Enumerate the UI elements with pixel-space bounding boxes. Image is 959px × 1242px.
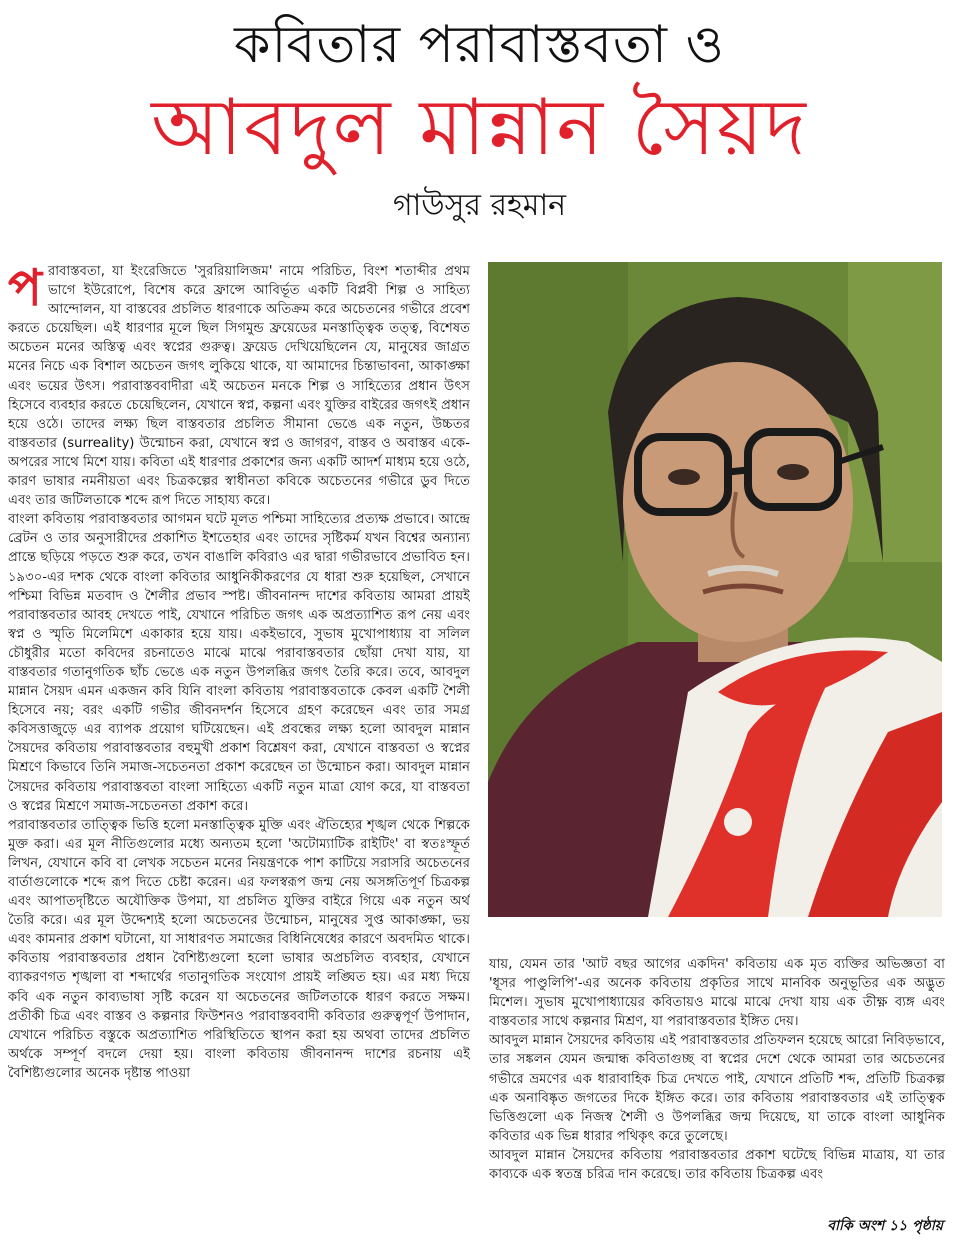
portrait-illustration: [488, 262, 942, 917]
drop-cap: প: [8, 262, 42, 317]
article-paragraph: আবদুল মান্নান সৈয়দের কবিতায় এই পরাবাস্তবতার প্রতিফলন হয়েছে আরো নিবিড়ভাবে, তার সঙ্কলন যেমন জন্মান্ধ কবিতাগুচ্ছ বা স্বপ্নের দেশে থেকে আমরা তার অচেতনের গভীরে ভ্রমণের এক ধারাবাহিক চিত্র দেখতে পাই, যেখানে প্রতিটি শব্দ, প্রতিটি চিত্রকল্প এক অনাবিষ্কৃত জগতের দিকে ইঙ্গিত করে। তার কবিতায় পরাবাস্তবতার এই তাত্ত্বিক ভিত্তিগুলো এক নিজস্ব শৈলী ও উপলব্ধির জন্ম দিয়েছে, যা তাকে বাংলা আধুনিক কবিতার এক ভিন্ন ধারার পথিকৃৎ করে তুলেছে।: [489, 1033, 945, 1144]
article-paragraph: পরাবাস্তবতার তাত্ত্বিক ভিত্তি হলো মনস্তাত্ত্বিক মুক্তি এবং ঐতিহ্যের শৃঙ্খল থেকে শিল্পকে মুক্ত করা। এর মূল নীতিগুলোর মধ্যে অন্যতম হলো 'অটোম্যাটিক রাইটিং' বা স্বতঃস্ফূর্ত লিখন, যেখানে কবি বা লেখক সচেতন মনের নিয়ন্ত্রণকে পাশ কাটিয়ে সরাসরি অচেতনের বার্তাগুলোকে শব্দে রূপ দিতে চেষ্টা করেন। এর ফলস্বরূপ জন্ম নেয় অসঙ্গতিপূর্ণ চিত্রকল্প এবং আপাতদৃষ্টিতে অযৌক্তিক উপমা, যা প্রচলিত যুক্তির বাইরে গিয়ে এক নতুন অর্থ তৈরি করে। এর মূল উদ্দেশ্যই হলো অচেতনের উন্মোচন, মানুষের সুপ্ত আকাঙ্ক্ষা, ভয় এবং কামনার প্রকাশ ঘটানো, যা সাধারণত সমাজের বিধিনিষেধের কারণে অবদমিত থাকে। কবিতায় পরাবাস্তবতার প্রধান বৈশিষ্ট্যগুলো হলো ভাষার অপ্রচলিত ব্যবহার, যেখানে ব্যাকরণগত শৃঙ্খলা বা শব্দার্থের গতানুগতিক সংযোগ প্রায়ই লঙ্ঘিত হয়। এর মধ্য দিয়ে কবি এক নতুন কাব্যভাষা সৃষ্টি করেন যা অচেতনের জটিলতাকে ধারণ করতে সক্ষম। প্রতীকী চিত্র এবং বাস্তব ও কল্পনার ফিউশনও পরাবাস্তববাদী কবিতার গুরুত্বপূর্ণ উপাদান, যেখানে পরিচিত বস্তুকে অপ্রত্যাশিত পরিস্থিতিতে স্থাপন করা হয় অথবা তাদের প্রচলিত অর্থকে সম্পূর্ণ বদলে দেয়া হয়। বাংলা কবিতায় জীবনানন্দ দাশের রচনায় এই বৈশিষ্ট্যগুলোর অনেক দৃষ্টান্ত পাওয়া: [8, 817, 470, 1081]
article-paragraph: যায়, যেমন তার 'আট বছর আগের একদিন' কবিতায় এক মৃত ব্যক্তির অভিজ্ঞতা বা 'ধূসর পাণ্ডুলিপি'-এর অনেক কবিতায় প্রকৃতির সাথে মানবিক অনুভূতির এক অদ্ভুত মিশেল। সুভাষ মুখোপাধ্যায়ের কবিতায়ও মাঝে মাঝে দেখা যায় এক তীক্ষ্ণ ব্যঙ্গ এবং বাস্তবতার সাথে কল্পনার মিশ্রণ, যা পরাবাস্তবতার ইঙ্গিত দেয়।: [489, 957, 945, 1030]
author-byline: গাউসুর রহমান: [392, 188, 567, 223]
article-paragraph: [8, 262, 470, 510]
article-paragraph: বাংলা কবিতায় পরাবাস্তবতার আগমন ঘটে মূলত পশ্চিমা সাহিত্যের প্রত্যক্ষ প্রভাবে। আন্দ্রে ব্রেটন ও তার অনুসারীদের প্রকাশিত ইশতেহার এবং তাদের সৃষ্টিকর্ম যখন বিশ্বের অন্যান্য প্রান্তে ছড়িয়ে পড়তে শুরু করে, তখন বাঙালি কবিরাও এর দ্বারা গভীরভাবে প্রভাবিত হন। ১৯৩০-এর দশক থেকে বাংলা কবিতার আধুনিকীকরণের যে ধারা শুরু হয়েছিল, সেখানে পশ্চিমা বিভিন্ন মতবাদ ও শৈলীর প্রভাব স্পষ্ট। জীবনানন্দ দাশের কবিতায় আমরা প্রায়ই পরাবাস্তবতার আবহ দেখতে পাই, যেখানে পরিচিত জগৎ এক অপ্রত্যাশিত রূপ নেয় এবং স্বপ্ন ও স্মৃতি মিলেমিশে একাকার হয়ে যায়। একইভাবে, সুভাষ মুখোপাধ্যায় বা সলিল চৌধুরীর মতো কবিদের রচনাতেও মাঝে মাঝে পরাবাস্তবতার ছোঁয়া দেখা যায়, যা বাস্তবতার গতানুগতিক ছাঁচ ভেঙে এক নতুন উপলব্ধির জগৎ তৈরি করে। তবে, আবদুল মান্নান সৈয়দ এমন একজন কবি যিনি বাংলা কবিতায় পরাবাস্তবতাকে কেবল একটি শৈলী হিসেবে নয়; বরং একটি গভীর জীবনদর্শন হিসেবে গ্রহণ করেছেন এবং তার সমগ্র কবিসত্তাজুড়ে এর ব্যাপক প্রয়োগ ঘটিয়েছেন। এই প্রবন্ধের লক্ষ্য হলো আবদুল মান্নান সৈয়দের কবিতায় পরাবাস্তবতার বহুমুখী প্রকাশ বিশ্লেষণ করা, যেখানে বাস্তবতা ও স্বপ্নের মিশ্রণে কিভাবে তিনি সমাজ-সচেতনতা প্রকাশ করেছেন তা উন্মোচন করা। আবদুল মান্নান সৈয়দের কবিতায় পরাবাস্তবতা বাংলা সাহিত্যে একটি নতুন মাত্রা যোগ করে, যা বাস্তবতা ও স্বপ্নের মিশ্রণে সমাজ-সচেতনতা প্রকাশ করে।: [8, 512, 470, 814]
article-paragraph: আবদুল মান্নান সৈয়দের কবিতায় পরাবাস্তবতার প্রকাশ ঘটেছে বিভিন্ন মাত্রায়, যা তার কাব্যকে এক স্বতন্ত্র চরিত্র দান করেছে। তার কবিতায় চিত্রকল্প এবং: [489, 1147, 945, 1183]
continued-on-page-note: বাকি অংশ ১১ পৃষ্ঠায়: [827, 1218, 943, 1234]
headline-line-2: আবদুল মান্নান সৈয়দ: [151, 83, 808, 173]
paragraph-text: রাবাস্তবতা, যা ইংরেজিতে 'সুররিয়ালিজম' নামে পরিচিত, বিংশ শতাব্দীর প্রথম ভাগে ইউরোপে, বিশেষ করে ফ্রান্সে আবির্ভূত একটি বিপ্লবী শিল্প ও সাহিত্য আন্দোলন, যা বাস্তবের প্রচলিত ধারণাকে অতিক্রম করে অচেতনের গভীরে প্রবেশ করতে চেয়েছিল। এই ধারণার মূলে ছিল সিগমুন্ড ফ্রয়েডের মনস্তাত্ত্বিক তত্ত্ব, বিশেষত অচেতন মনের অস্তিত্ব এবং স্বপ্নের গুরুত্ব। ফ্রয়েড দেখিয়েছিলেন যে, মানুষের জাগ্রত মনের নিচে এক বিশাল অচেতন জগৎ লুকিয়ে থাকে, যা আমাদের চিন্তাভাবনা, আকাঙ্ক্ষা এবং ভয়ের উৎস। পরাবাস্তববাদীরা এই অচেতন মনকে শিল্প ও সাহিত্যের প্রধান উৎস হিসেবে ব্যবহার করতে চেয়েছিলেন, যেখানে স্বপ্ন, কল্পনা এবং যুক্তির বাইরের জগৎই প্রধান হয়ে ওঠে। তাদের লক্ষ্য ছিল বাস্তবতার প্রচলিত সীমানা ভেঙে এক নতুন, উচ্চতর বাস্তবতার (surreality) উন্মোচন করা, যেখানে স্বপ্ন ও জাগরণ, বাস্তব ও অবাস্তব একে-অপরের সাথে মিশে যায়। কবিতা এই ধারণার প্রকাশের জন্য একটি আদর্শ মাধ্যম হয়ে ওঠে, কারণ ভাষার নমনীয়তা এবং চিত্রকল্পের স্বাধীনতা কবিকে অচেতনের গভীরে ডুব দিতে এবং তার জটিলতাকে শব্দে রূপ দিতে সাহায্য করে।: [8, 264, 470, 509]
article-column-right: [489, 955, 945, 1200]
article-column-left: [8, 262, 470, 1237]
author-photo: [488, 262, 942, 917]
headline-line-1: কবিতার পরাবাস্তবতা ও: [234, 15, 725, 75]
